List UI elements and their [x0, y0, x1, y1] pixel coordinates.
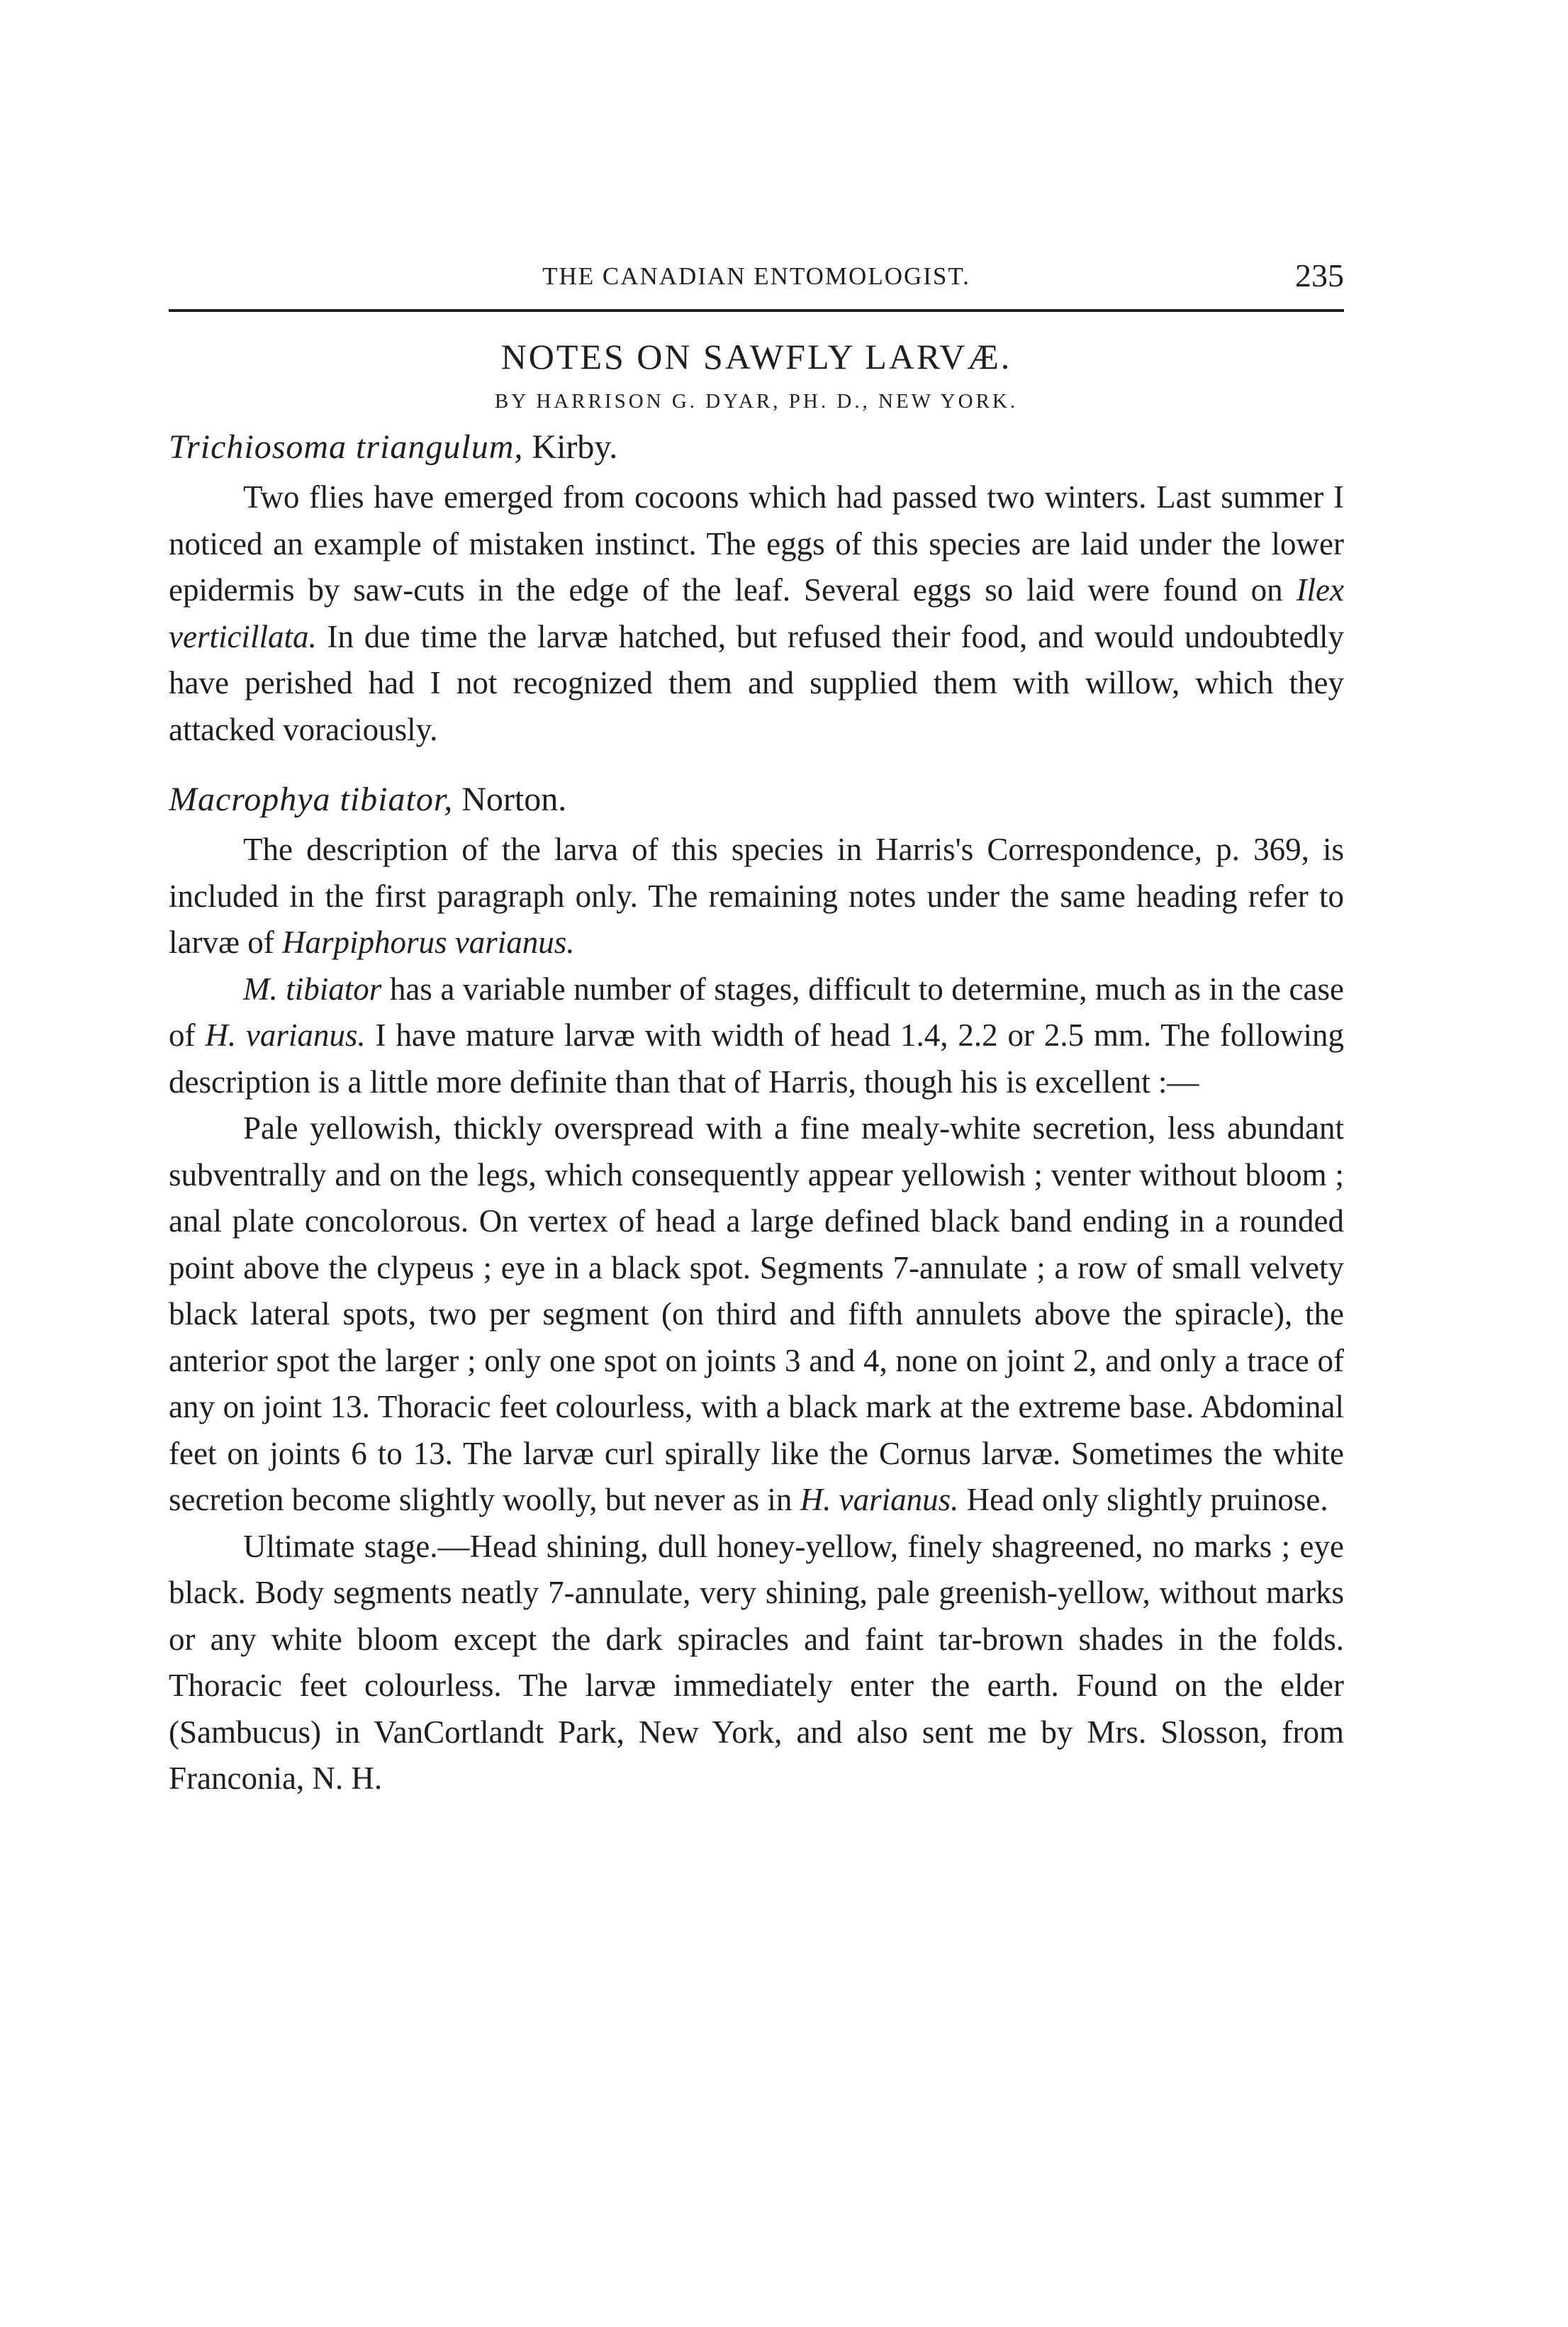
species-authority: Norton. [453, 781, 567, 818]
section-macrophya [169, 777, 1344, 1802]
paragraph [169, 827, 1344, 966]
species-reference: H. varianus. [800, 1482, 959, 1517]
paragraph-text: I have mature larvæ with width of head 1.4, 2.2 or 2.5 mm. The following description is a little more definite than that of Harris, though his is excellent :— [169, 1017, 1344, 1100]
species-reference: M. tibiator [243, 971, 382, 1007]
section-trichiosoma [169, 425, 1344, 753]
article-title: NOTES ON SAWFLY LARVÆ. [500, 337, 1012, 376]
paragraph-text: Two flies have emerged from cocoons which had passed two winters. Last summer I noticed an example of mistaken instinct. The eggs of this species are laid under the lower epidermis by saw-cuts in the edge of the leaf. Several eggs so laid were found on [169, 479, 1344, 608]
species-heading [169, 777, 1344, 822]
paragraph [169, 474, 1344, 753]
species-reference: Ilex verticillata. [169, 572, 1344, 654]
species-heading [169, 425, 1344, 470]
species-name: Trichiosoma triangulum, [169, 428, 524, 466]
species-reference: Harpiphorus varianus. [281, 925, 575, 960]
paragraph [169, 1105, 1344, 1524]
header-rule [169, 309, 1344, 312]
byline: BY HARRISON G. DYAR, PH. D., NEW YORK. [494, 390, 1019, 413]
paragraph-text: has a variable number of stages, difficult to determine, much as in the case of [169, 971, 1344, 1053]
species-authority: Kirby. [523, 428, 618, 466]
page-body [169, 255, 1344, 1802]
running-head [169, 255, 1344, 301]
paragraph [169, 1524, 1344, 1802]
species-reference: H. varianus. [205, 1017, 366, 1053]
paragraph-text: In due time the larvæ hatched, but refused their food, and would undoubtedly have perished had I not recognized them and supplied them with willow, which they attacked voraciously. [169, 618, 1344, 747]
page-number: 235 [1295, 257, 1344, 294]
paragraph-text: Ultimate stage.—Head shining, dull honey-yellow, finely shagreened, no marks ; eye black. Body segments neatly 7-annulate, very shining, pale greenish-yellow, without marks or any white bloom except the dark spiracles and faint tar-brown shades in the folds. Thoracic feet colourless. The larvæ immediately enter the earth. Found on the elder (Sambucus) in VanCortlandt Park, New York, and also sent me by Mrs. Slosson, from Franconia, N. H. [169, 1528, 1344, 1796]
journal-title: THE CANADIAN ENTOMOLOGIST. [542, 262, 970, 290]
paragraph-text: The description of the larva of this species in Harris's Correspondence, p. 369, is included in the first paragraph only. The remaining notes under the same heading refer to larvæ of [169, 832, 1344, 960]
paragraph [169, 966, 1344, 1106]
paragraph-text: Head only slightly pruinose. [958, 1482, 1328, 1517]
species-name: Macrophya tibiator, [169, 781, 454, 818]
paragraph-text: Pale yellowish, thickly overspread with a fine mealy-white secretion, less abundant subventrally and on the legs, which consequently appear yellowish ; venter without bloom ; anal plate concolorous. On vertex of head a large defined black band ending in a rounded point above the clypeus ; eye in a black spot. Segments 7-annulate ; a row of small velvety black lateral spots, two per segment (on third and fifth annulets above the spiracle), the anterior spot the larger ; only one spot on joints 3 and 4, none on joint 2, and only a trace of any on joint 13. Thoracic feet colourless, with a black mark at the extreme base. Abdominal feet on joints 6 to 13. The larvæ curl spirally like the Cornus larvæ. Sometimes the white secretion become slightly woolly, but never as in [169, 1110, 1344, 1517]
